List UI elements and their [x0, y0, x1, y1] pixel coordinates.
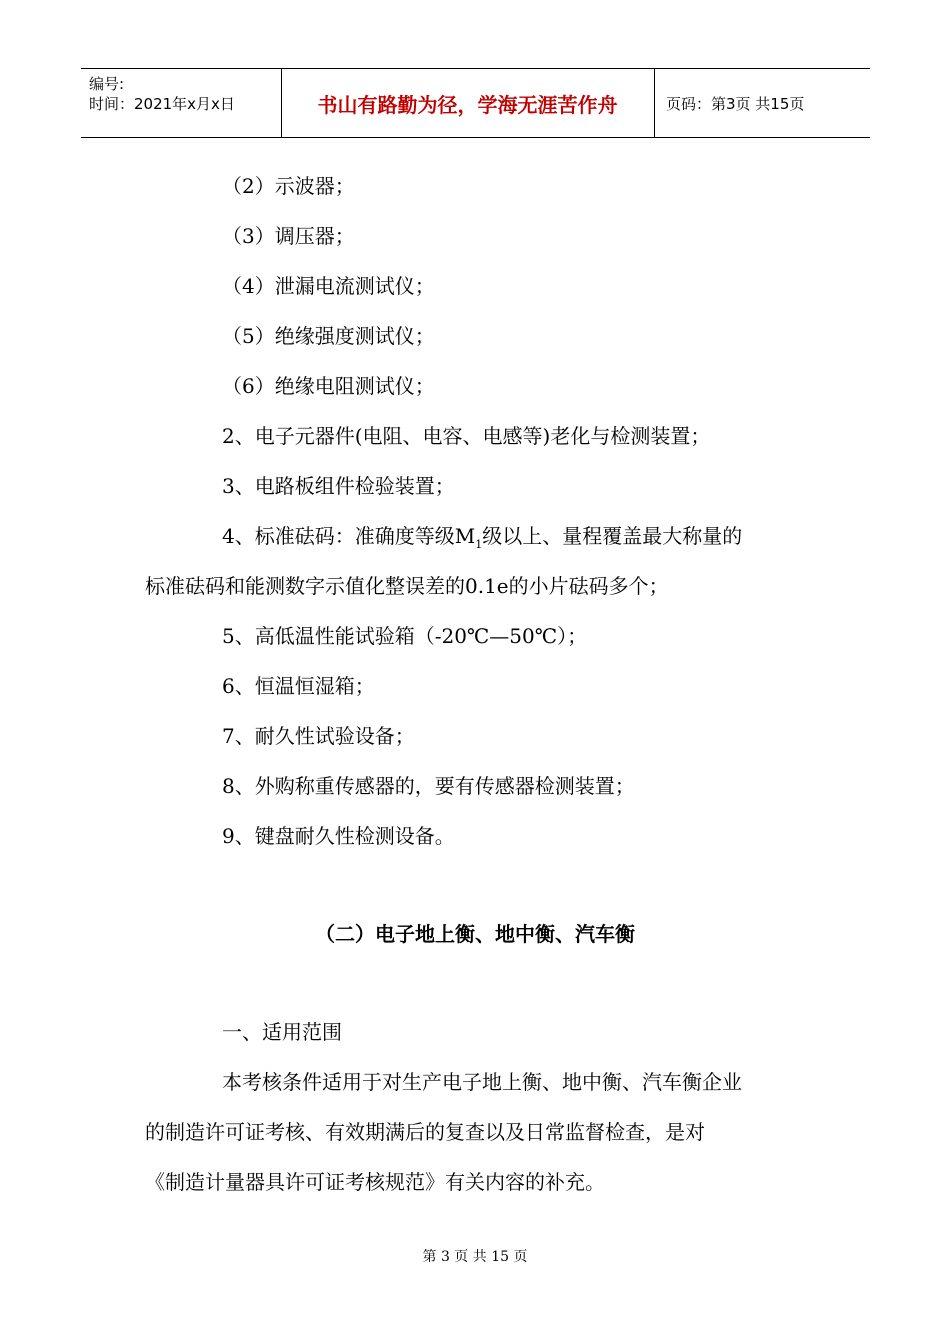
list-item: 7、耐久性试验设备； — [222, 724, 415, 748]
weights-text-end: 级以上、量程覆盖最大称量的 — [482, 524, 743, 548]
list-item: 5、高低温性能试验箱（-20℃—50℃）； — [222, 624, 588, 648]
page-header — [81, 68, 870, 138]
paragraph-line: 《制造计量器具许可证考核规范》有关内容的补充。 — [145, 1170, 605, 1194]
section-heading: （二）电子地上衡、地中衡、汽车衡 — [315, 922, 635, 946]
list-item: （6）绝缘电阻测试仪； — [222, 374, 435, 398]
subheading: 一、适用范围 — [222, 1020, 342, 1044]
document-number-label: 编号: — [89, 75, 125, 93]
list-item: 6、恒温恒湿箱； — [222, 674, 375, 698]
list-item: （4）泄漏电流测试仪； — [222, 274, 435, 298]
header-motto: 书山有路勤为径，学海无涯苦作舟 — [281, 69, 655, 137]
list-item: 8、外购称重传感器的，要有传感器检测装置； — [222, 774, 635, 798]
list-item: 9、键盘耐久性检测设备。 — [222, 824, 455, 848]
list-item-continuation: 标准砝码和能测数字示值化整误差的0.1e的小片砝码多个； — [145, 574, 669, 598]
list-item: （3）调压器； — [222, 224, 355, 248]
paragraph-line: 的制造许可证考核、有效期满后的复查以及日常监督检查，是对 — [145, 1120, 705, 1144]
list-item: 3、电路板组件检验装置； — [222, 474, 455, 498]
accuracy-class-subscript: 1 — [475, 538, 483, 551]
paragraph-line: 本考核条件适用于对生产电子地上衡、地中衡、汽车衡企业 — [222, 1070, 742, 1094]
header-meta-cell — [81, 69, 282, 137]
list-item: （5）绝缘强度测试仪； — [222, 324, 435, 348]
page-footer: 第 3 页 共 15 页 — [422, 1249, 528, 1265]
list-item: 2、电子元器件(电阻、电容、电感等)老化与检测装置； — [222, 424, 711, 448]
weights-text-start: 4、标准砝码：准确度等级M — [222, 524, 476, 548]
list-item-weights — [222, 522, 742, 559]
header-page-number: 页码：第3页 共15页 — [666, 94, 805, 113]
list-item: （2）示波器； — [222, 174, 355, 198]
document-date-label: 时间：2021年x月x日 — [89, 95, 235, 113]
